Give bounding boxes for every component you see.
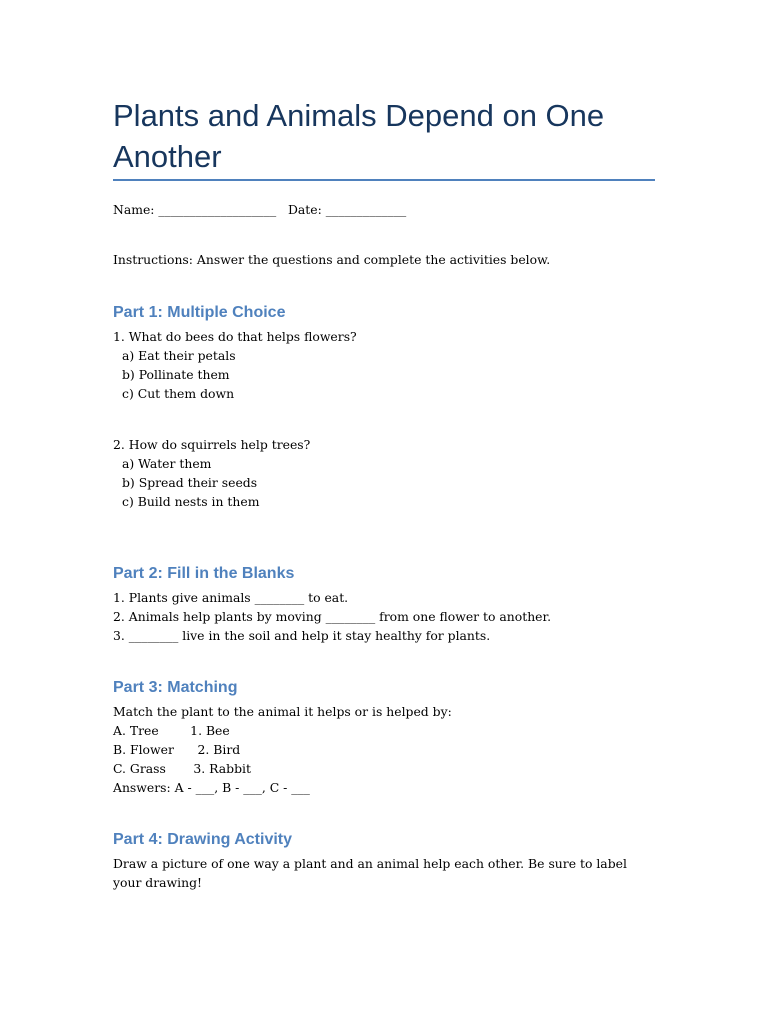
q2-option-a: a) Water them (122, 456, 212, 471)
q1-option-a: a) Eat their petals (122, 348, 236, 363)
q2-question: 2. How do squirrels help trees? (113, 437, 311, 452)
fill-blank-2: 2. Animals help plants by moving ________ from one flower to another. (113, 609, 552, 624)
matching-intro: Match the plant to the animal it helps or is helped by: (113, 704, 452, 719)
fill-blank-3: 3. ________ live in the soil and help it stay healthy for plants. (113, 628, 491, 643)
q1-question: 1. What do bees do that helps flowers? (113, 329, 357, 344)
part1-heading: Part 1: Multiple Choice (113, 304, 286, 321)
matching-row-c: C. Grass 3. Rabbit (113, 761, 251, 776)
part4-heading: Part 4: Drawing Activity (113, 831, 293, 848)
page-title: Plants and Animals Depend on One Another (113, 98, 605, 174)
q1-option-b: b) Pollinate them (122, 367, 230, 382)
part2-heading: Part 2: Fill in the Blanks (113, 565, 295, 582)
title-underline (113, 179, 655, 181)
q2-option-c: c) Build nests in them (122, 494, 260, 509)
matching-row-b: B. Flower 2. Bird (113, 742, 241, 757)
part3-heading: Part 3: Matching (113, 679, 238, 696)
instructions: Instructions: Answer the questions and complete the activities below. (113, 252, 551, 267)
q2-option-b: b) Spread their seeds (122, 475, 258, 490)
matching-row-a: A. Tree 1. Bee (113, 723, 230, 738)
matching-answers: Answers: A - ___, B - ___, C - ___ (113, 780, 310, 795)
name-date-line: Name: ___________________ Date: _____________ (113, 202, 407, 217)
fill-blank-1: 1. Plants give animals ________ to eat. (113, 590, 349, 605)
drawing-instructions: Draw a picture of one way a plant and an animal help each other. Be sure to label your drawing! (113, 856, 627, 890)
q1-option-c: c) Cut them down (122, 386, 235, 401)
